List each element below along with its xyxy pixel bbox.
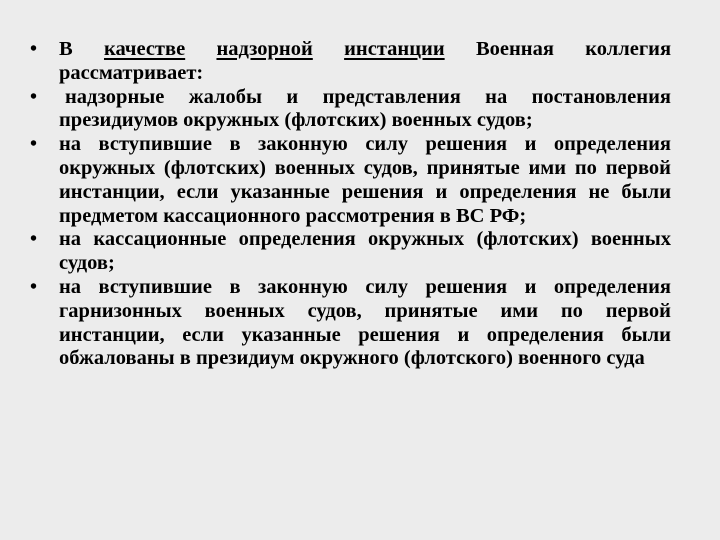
list-item-text: надзорные жалобы и представления на постановления президиумов окружных (флотских) военных судов;: [59, 85, 671, 132]
list-item-supervisory-instance: [30, 38, 671, 86]
list-item-text: на кассационные определения окружных (флотских) военных судов;: [59, 228, 671, 275]
item-rest-text: Военная коллегия рассматривает:: [59, 38, 672, 84]
list-item-cassation-rulings: [30, 228, 671, 276]
underlined-word-kachestve: качестве: [103, 38, 186, 60]
underlined-word-instantsii: инстанции: [344, 38, 445, 60]
item-prefix: В: [59, 38, 73, 60]
list-item-text: на вступившие в законную силу решения и определения гарнизонных военных судов, принятые ими по первой инстанции, если указанные решения и определения были обжалованы в президиум окружного (флотского) военного суда: [59, 275, 671, 370]
list-item-garrison-decisions: [30, 276, 671, 371]
list-item-complaints: [30, 86, 671, 134]
list-item-text: на вступившие в законную силу решения и определения окружных (флотских) военных судов, принятые ими по первой инстанции, если указанные решения и определения не были предметом кассационного рассмотрения в ВС РФ;: [59, 133, 671, 227]
bullet-list: [30, 38, 671, 371]
list-item-district-decisions: [30, 133, 671, 228]
underlined-word-nadzornoy: надзорной: [216, 38, 313, 60]
